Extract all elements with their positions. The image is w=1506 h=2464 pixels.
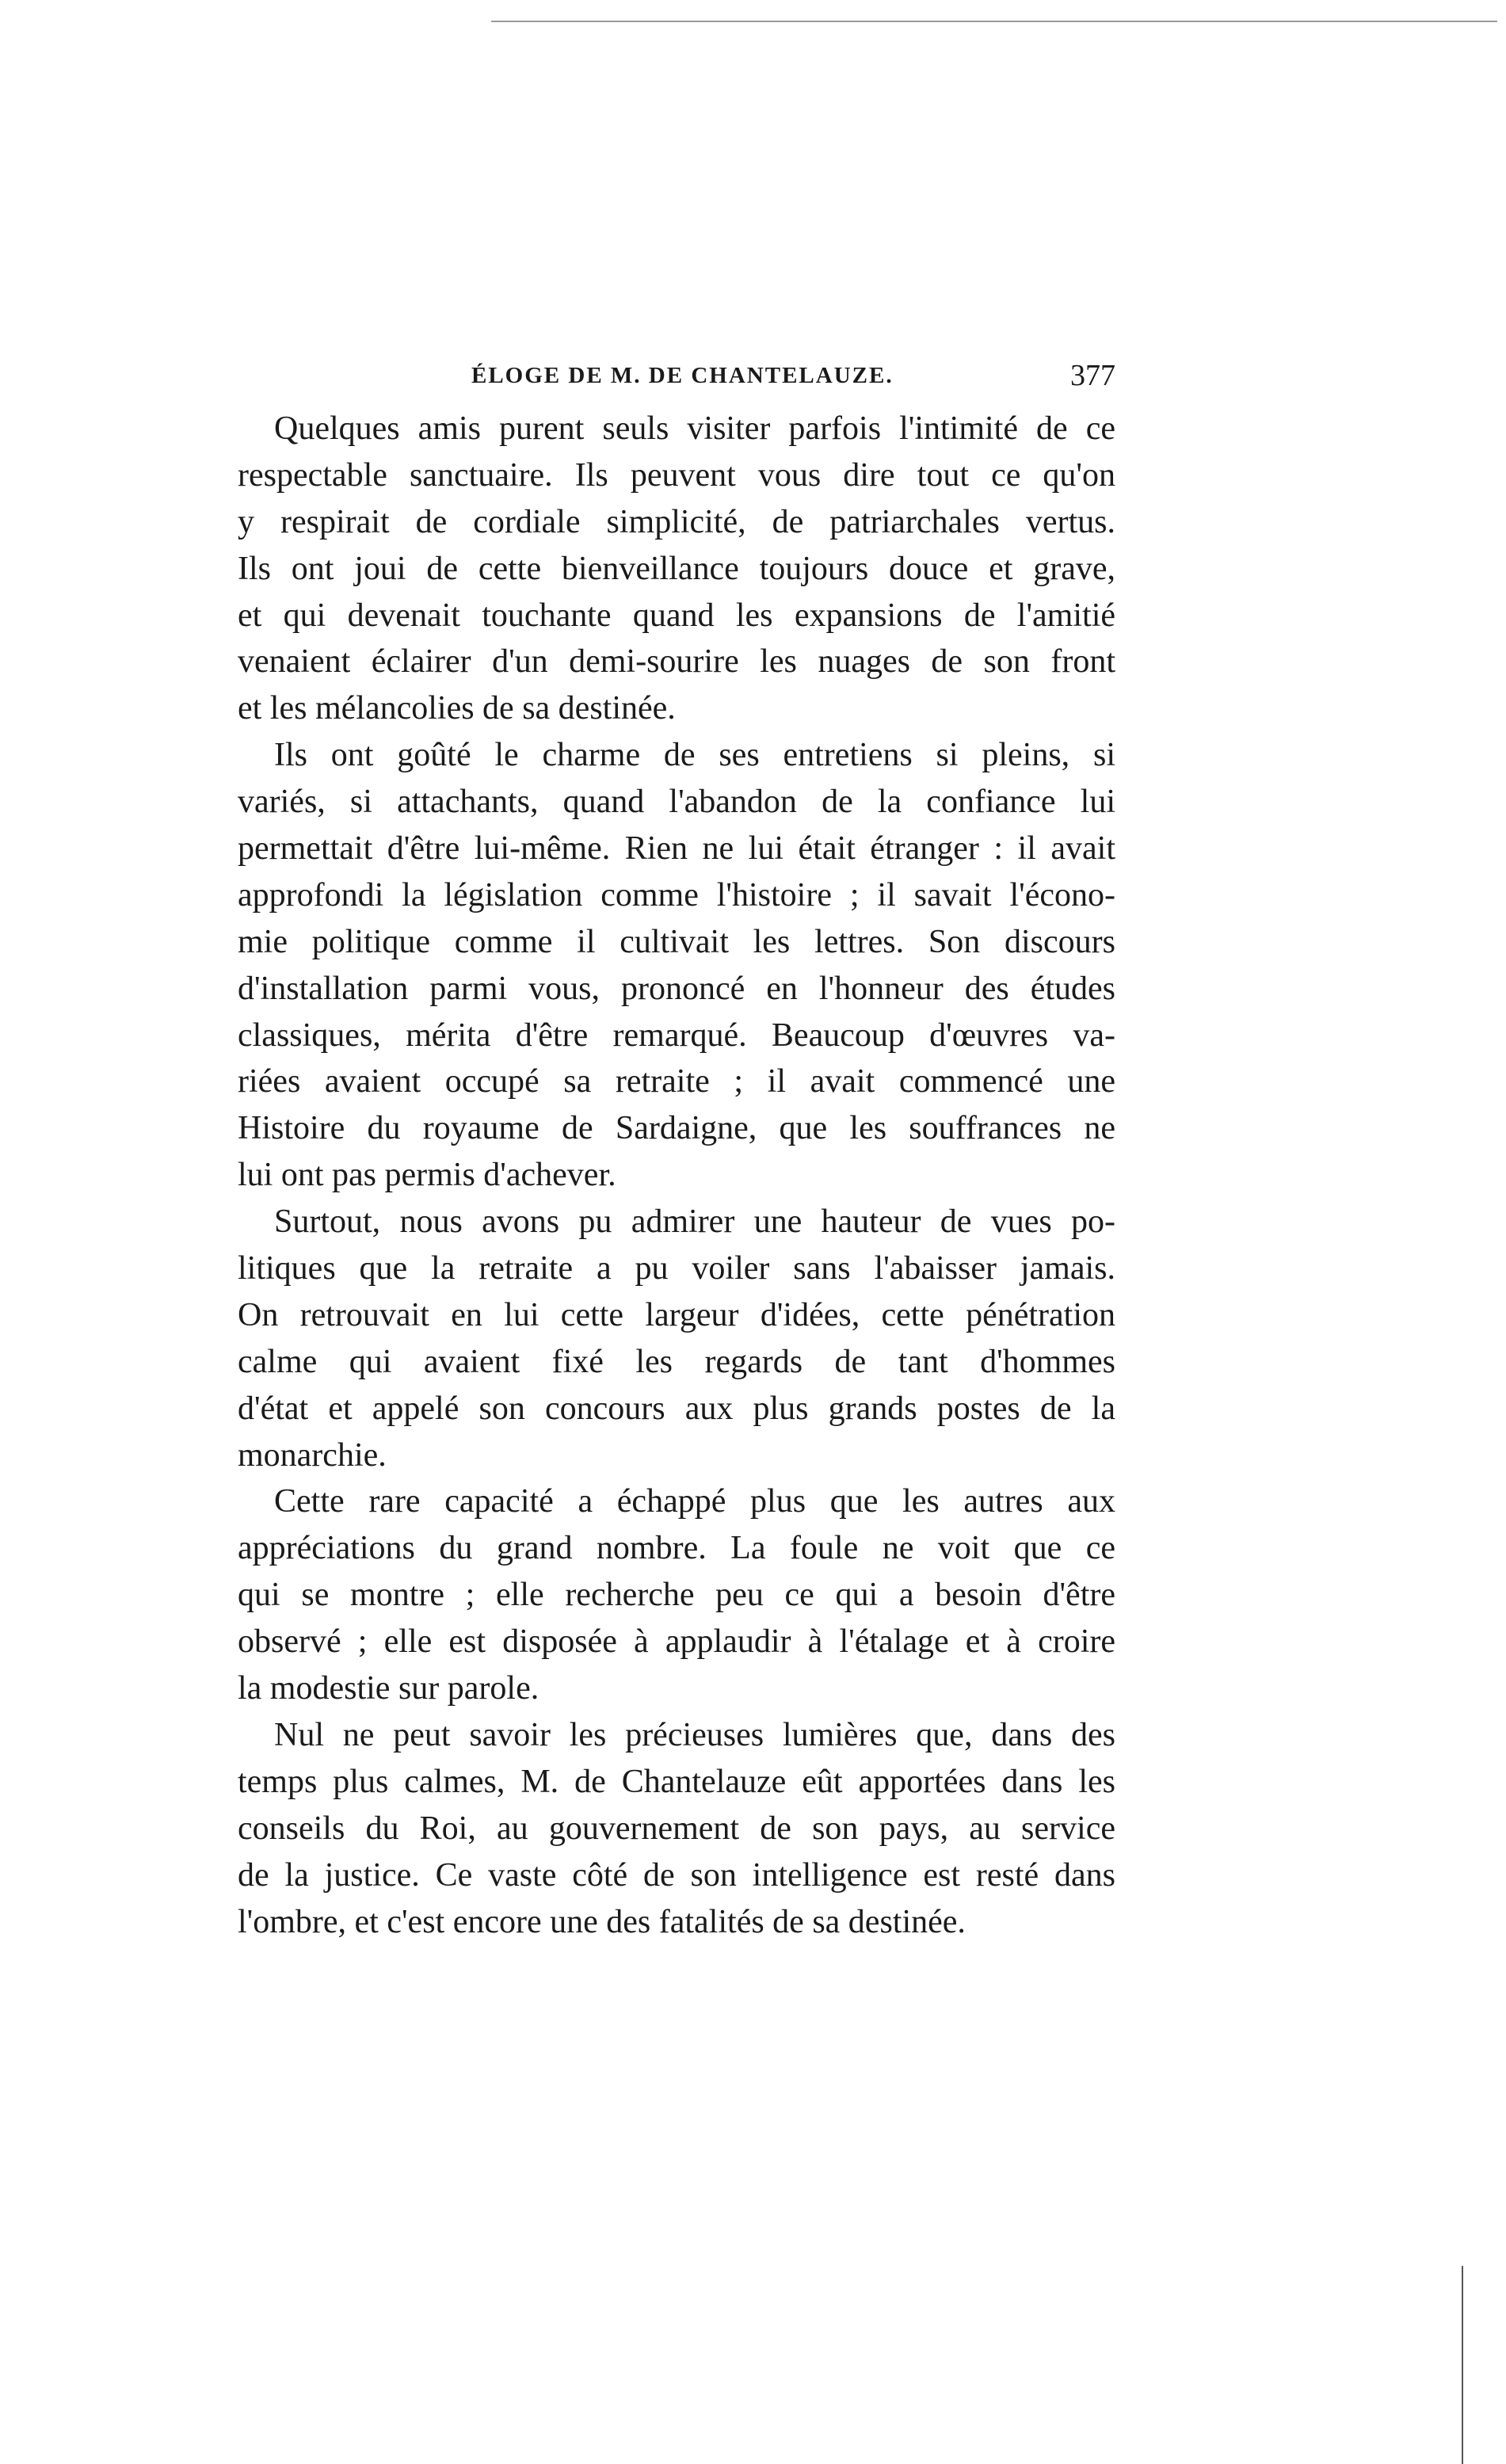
text-line: respectable sanctuaire. Ils peuvent vous dire tout ce qu'on <box>238 456 1115 494</box>
text-line: Surtout, nous avons pu admirer une hauteur de vues po- <box>274 1203 1115 1241</box>
text-line: lui ont pas permis d'achever. <box>238 1157 616 1194</box>
text-line: l'ombre, et c'est encore une des fatalités de sa destinée. <box>238 1903 966 1940</box>
text-line: et qui devenait touchante quand les expansions de l'amitié <box>238 597 1115 634</box>
text-line: la modestie sur parole. <box>238 1670 539 1707</box>
text-line: classiques, mérita d'être remarqué. Beaucoup d'œuvres va- <box>238 1016 1115 1054</box>
text-line: litiques que la retraite a pu voiler sans l'abaisser jamais. <box>238 1250 1115 1287</box>
text-line: Ils ont goûté le charme de ses entretiens si pleins, si <box>274 737 1115 774</box>
text-line: Quelques amis purent seuls visiter parfois l'intimité de ce <box>274 410 1115 447</box>
text-line: temps plus calmes, M. de Chantelauze eût apportées dans les <box>238 1763 1115 1800</box>
scan-edge-line <box>491 21 1497 22</box>
text-line: Histoire du royaume de Sardaigne, que les souffrances ne <box>238 1110 1115 1147</box>
text-line: On retrouvait en lui cette largeur d'idées, cette pénétration <box>238 1296 1115 1333</box>
text-line: observé ; elle est disposée à applaudir à l'étalage et à croire <box>238 1623 1115 1661</box>
paragraph <box>238 732 1115 1199</box>
text-line: calme qui avaient fixé les regards de tant d'hommes <box>238 1343 1115 1380</box>
text-line: permettait d'être lui-même. Rien ne lui était étranger : il avait <box>238 830 1115 868</box>
paragraph <box>238 1478 1115 1711</box>
paragraph <box>238 1712 1115 1945</box>
scan-margin-line <box>1462 2266 1463 2464</box>
text-line: Nul ne peut savoir les précieuses lumières que, dans des <box>274 1716 1115 1753</box>
text-line: Cette rare capacité a échappé plus que les autres aux <box>274 1483 1115 1520</box>
text-line: d'installation parmi vous, prononcé en l'honneur des études <box>238 970 1115 1007</box>
running-header <box>238 358 1115 396</box>
text-line: mie politique comme il cultivait les lettres. Son discours <box>238 923 1115 960</box>
body-text <box>238 406 1115 1945</box>
text-line: venaient éclairer d'un demi-sourire les nuages de son front <box>238 643 1115 681</box>
text-line: approfondi la législation comme l'histoire ; il savait l'écono- <box>238 876 1115 914</box>
text-line: Ils ont joui de cette bienveillance toujours douce et grave, <box>238 550 1115 587</box>
text-line: monarchie. <box>238 1436 387 1474</box>
text-line: qui se montre ; elle recherche peu ce qui a besoin d'être <box>238 1577 1115 1614</box>
text-line: y respirait de cordiale simplicité, de patriarchales vertus. <box>238 503 1115 540</box>
text-line: variés, si attachants, quand l'abandon de la confiance lui <box>238 784 1115 821</box>
page-number: 377 <box>1070 359 1115 392</box>
text-line: conseils du Roi, au gouvernement de son pays, au service <box>238 1810 1115 1847</box>
text-line: appréciations du grand nombre. La foule ne voit que ce <box>238 1530 1115 1567</box>
text-line: d'état et appelé son concours aux plus grands postes de la <box>238 1390 1115 1427</box>
running-title: ÉLOGE DE M. DE CHANTELAUZE. <box>471 363 894 388</box>
paragraph <box>238 406 1115 732</box>
text-line: riées avaient occupé sa retraite ; il avait commencé une <box>238 1063 1115 1100</box>
text-line: de la justice. Ce vaste côté de son intelligence est resté dans <box>238 1856 1115 1894</box>
paragraph <box>238 1199 1115 1478</box>
text-line: et les mélancolies de sa destinée. <box>238 690 676 727</box>
